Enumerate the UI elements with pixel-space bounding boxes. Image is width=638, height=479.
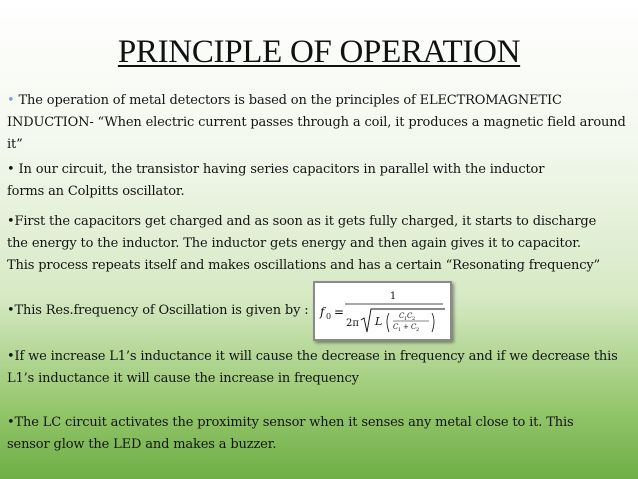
formula-numerator: 1 <box>389 291 397 302</box>
formula-equals: = <box>334 305 345 319</box>
formula-sub2-den: 2 <box>416 327 420 333</box>
paragraph-colpitts <box>7 159 635 203</box>
paragraph-inductance <box>7 346 635 390</box>
formula-plus: + <box>403 323 409 331</box>
bullet: • <box>7 93 15 108</box>
formula-L: L <box>375 315 383 328</box>
paragraph-line: L1’s inductance it will cause the increase in frequency <box>7 371 359 386</box>
paragraph-line: sensor glow the LED and makes a buzzer. <box>7 437 277 452</box>
paragraph-line: The operation of metal detectors is based on the principles of ELECTROMAGNETIC <box>14 93 562 108</box>
bullet: • <box>7 214 15 229</box>
bullet: • <box>7 162 15 177</box>
paragraph-line: This Res.frequency of Oscillation is given by : <box>14 303 309 318</box>
paragraph-lc-sensor <box>7 412 635 456</box>
paragraph-line: In our circuit, the transistor having series capacitors in parallel with the inductor <box>14 162 545 177</box>
paragraph-line: forms an Colpitts oscillator. <box>7 184 185 199</box>
formula-sub2-num: 2 <box>412 316 416 322</box>
paragraph-em-induction <box>7 90 635 156</box>
bullet: • <box>7 303 15 318</box>
formula-C1-den: C <box>393 323 399 331</box>
formula-coef: 2π <box>346 318 359 329</box>
slide-title: PRINCIPLE OF OPERATION <box>117 34 521 70</box>
formula-sub1-num: 1 <box>404 316 408 322</box>
paragraph-line: The LC circuit activates the proximity sensor when it senses any metal close to it. This <box>14 415 574 430</box>
close-paren <box>432 313 434 332</box>
formula-C2-num: C <box>407 312 413 320</box>
paragraph-line: the energy to the inductor. The inductor gets energy and then again gives it to capacitor. <box>7 236 581 251</box>
frequency-formula <box>313 281 452 341</box>
paragraph-line: First the capacitors get charged and as soon as it gets fully charged, it starts to discharge <box>14 214 597 229</box>
formula-sub1-den: 1 <box>398 327 402 333</box>
paragraph-line: This process repeats itself and makes oscillations and has a certain “Resonating frequency” <box>7 258 601 273</box>
formula-C2-den: C <box>411 323 417 331</box>
formula-C1-num: C <box>399 312 405 320</box>
open-paren <box>387 313 389 332</box>
bullet: • <box>7 349 15 364</box>
paragraph-line: it” <box>7 137 23 152</box>
paragraph-line: INDUCTION- “When electric current passes through a coil, it produces a magnetic field around <box>7 115 626 130</box>
bullet: • <box>7 415 15 430</box>
paragraph-charging <box>7 211 635 277</box>
formula-lhs: f <box>320 305 325 319</box>
paragraph-line: If we increase L1’s inductance it will cause the decrease in frequency and if we decrease this <box>14 349 618 364</box>
formula-lhs-sub: 0 <box>326 312 332 321</box>
